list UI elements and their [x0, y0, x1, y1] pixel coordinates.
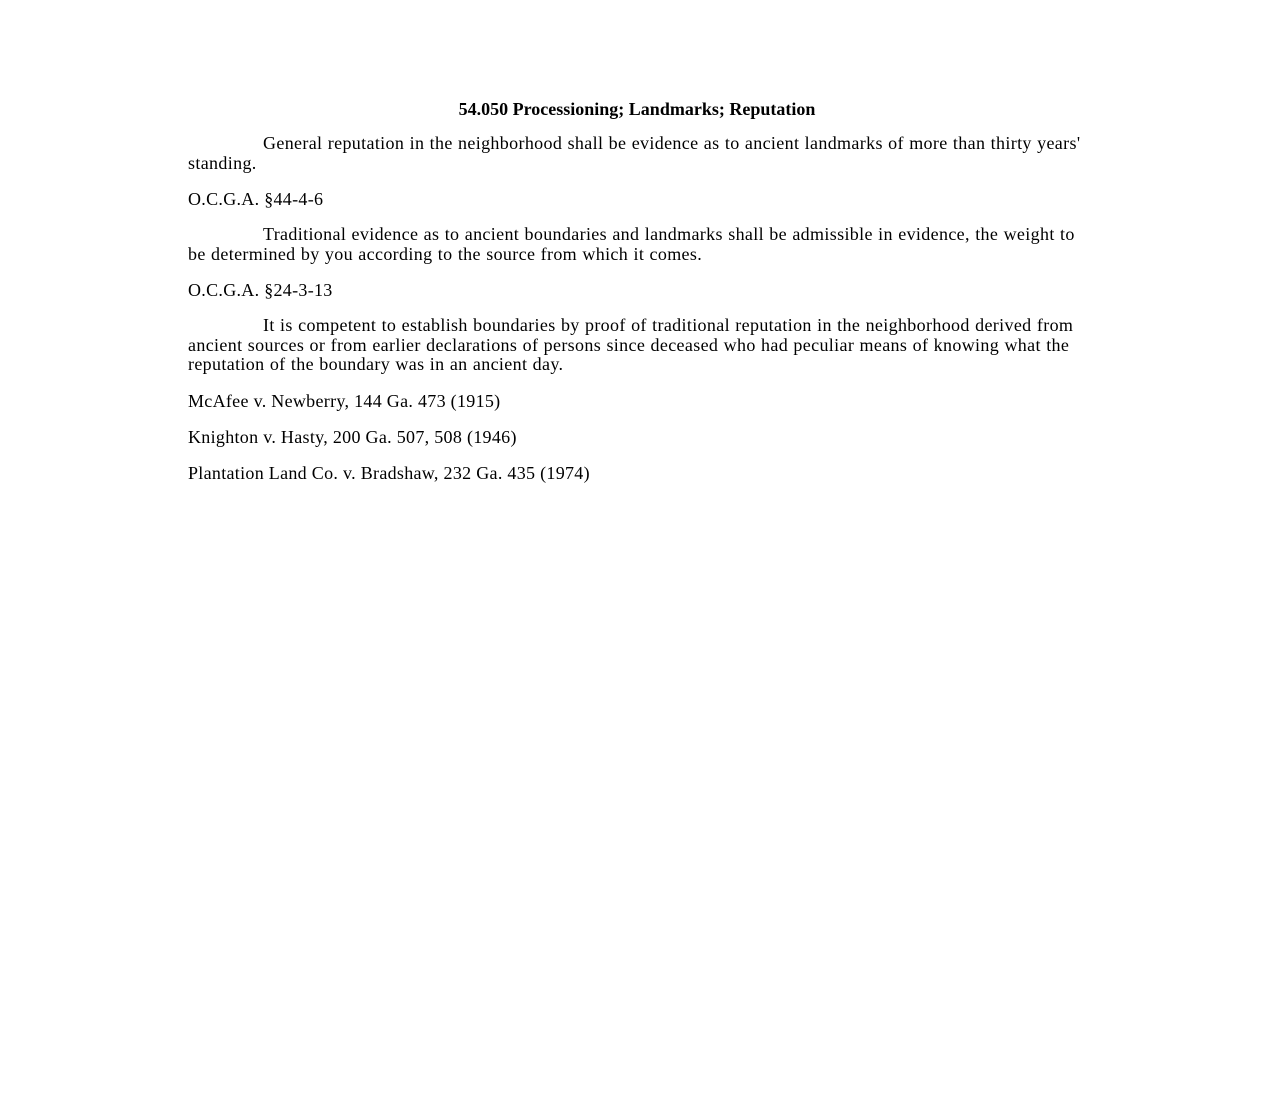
paragraph-general-reputation: General reputation in the neighborhood shall be evidence as to ancient landmarks of more than thirty years' standing.: [188, 133, 1081, 173]
citation-plantation-land-v-bradshaw: Plantation Land Co. v. Bradshaw, 232 Ga. 435 (1974): [188, 462, 590, 483]
citation-ocga-44-4-6: O.C.G.A. §44-4-6: [188, 189, 324, 209]
citation-knighton-v-hasty: Knighton v. Hasty, 200 Ga. 507, 508 (1946): [188, 426, 517, 447]
document-title: 54.050 Processioning; Landmarks; Reputation: [458, 99, 816, 119]
document-page: [188, 98, 1088, 499]
paragraph-establish-boundaries: It is competent to establish boundaries by proof of traditional reputation in the neighborhood derived from ancient sources or from earlier declarations of persons since deceased who had peculiar means of knowing what the reputation of the boundary was in an ancient day.: [188, 315, 1074, 374]
citation-mcafee-v-newberry: McAfee v. Newberry, 144 Ga. 473 (1915): [188, 390, 501, 411]
paragraph-traditional-evidence: Traditional evidence as to ancient boundaries and landmarks shall be admissible in evidence, the weight to be determined by you according to the source from which it comes.: [188, 224, 1075, 264]
citation-ocga-24-3-13: O.C.G.A. §24-3-13: [188, 280, 333, 300]
